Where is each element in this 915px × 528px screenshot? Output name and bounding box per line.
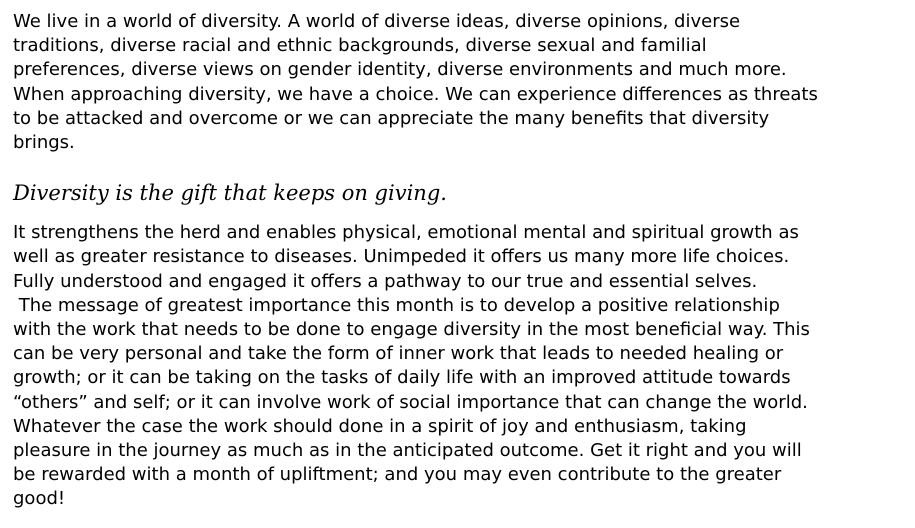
- text-line: pleasure in the journey as much as in the anticipated outcome. Get it right and you will: [13, 440, 802, 462]
- text-line: Whatever the case the work should done in a spirit of joy and enthusiasm, taking: [13, 415, 747, 437]
- pull-quote: Diversity is the gift that keeps on giving.: [13, 181, 447, 206]
- text-line: with the work that needs to be done to engage diversity in the most beneficial way. This: [13, 319, 810, 341]
- text-line: to be attacked and overcome or we can appreciate the many benefits that diversity: [13, 107, 770, 129]
- document-body: [13, 10, 908, 512]
- text-line: traditions, diverse racial and ethnic backgrounds, diverse sexual and familial: [13, 35, 707, 57]
- text-line: be rewarded with a month of upliftment; and you may even contribute to the greater: [13, 464, 782, 486]
- text-line: preferences, diverse views on gender identity, diverse environments and much more.: [13, 59, 787, 81]
- text-line: When approaching diversity, we have a choice. We can experience differences as threats: [13, 83, 818, 105]
- intro-paragraph: [13, 10, 908, 155]
- text-line: It strengthens the herd and enables physical, emotional mental and spiritual growth as: [13, 222, 799, 244]
- text-line: good!: [13, 488, 66, 510]
- text-line: brings.: [13, 132, 75, 154]
- text-line: The message of greatest importance this month is to develop a positive relationship: [13, 294, 780, 316]
- body-paragraph: [13, 221, 908, 511]
- text-line: “others” and self; or it can involve work of social importance that can change the world.: [13, 391, 808, 413]
- text-line: Fully understood and engaged it offers a pathway to our true and essential selves.: [13, 270, 758, 292]
- text-line: well as greater resistance to diseases. Unimpeded it offers us many more life choices.: [13, 246, 790, 268]
- text-line: We live in a world of diversity. A world of diverse ideas, diverse opinions, diverse: [13, 11, 741, 32]
- text-line: growth; or it can be taking on the tasks of daily life with an improved attitude towards: [13, 367, 791, 389]
- text-line: can be very personal and take the form of inner work that leads to needed healing or: [13, 343, 784, 365]
